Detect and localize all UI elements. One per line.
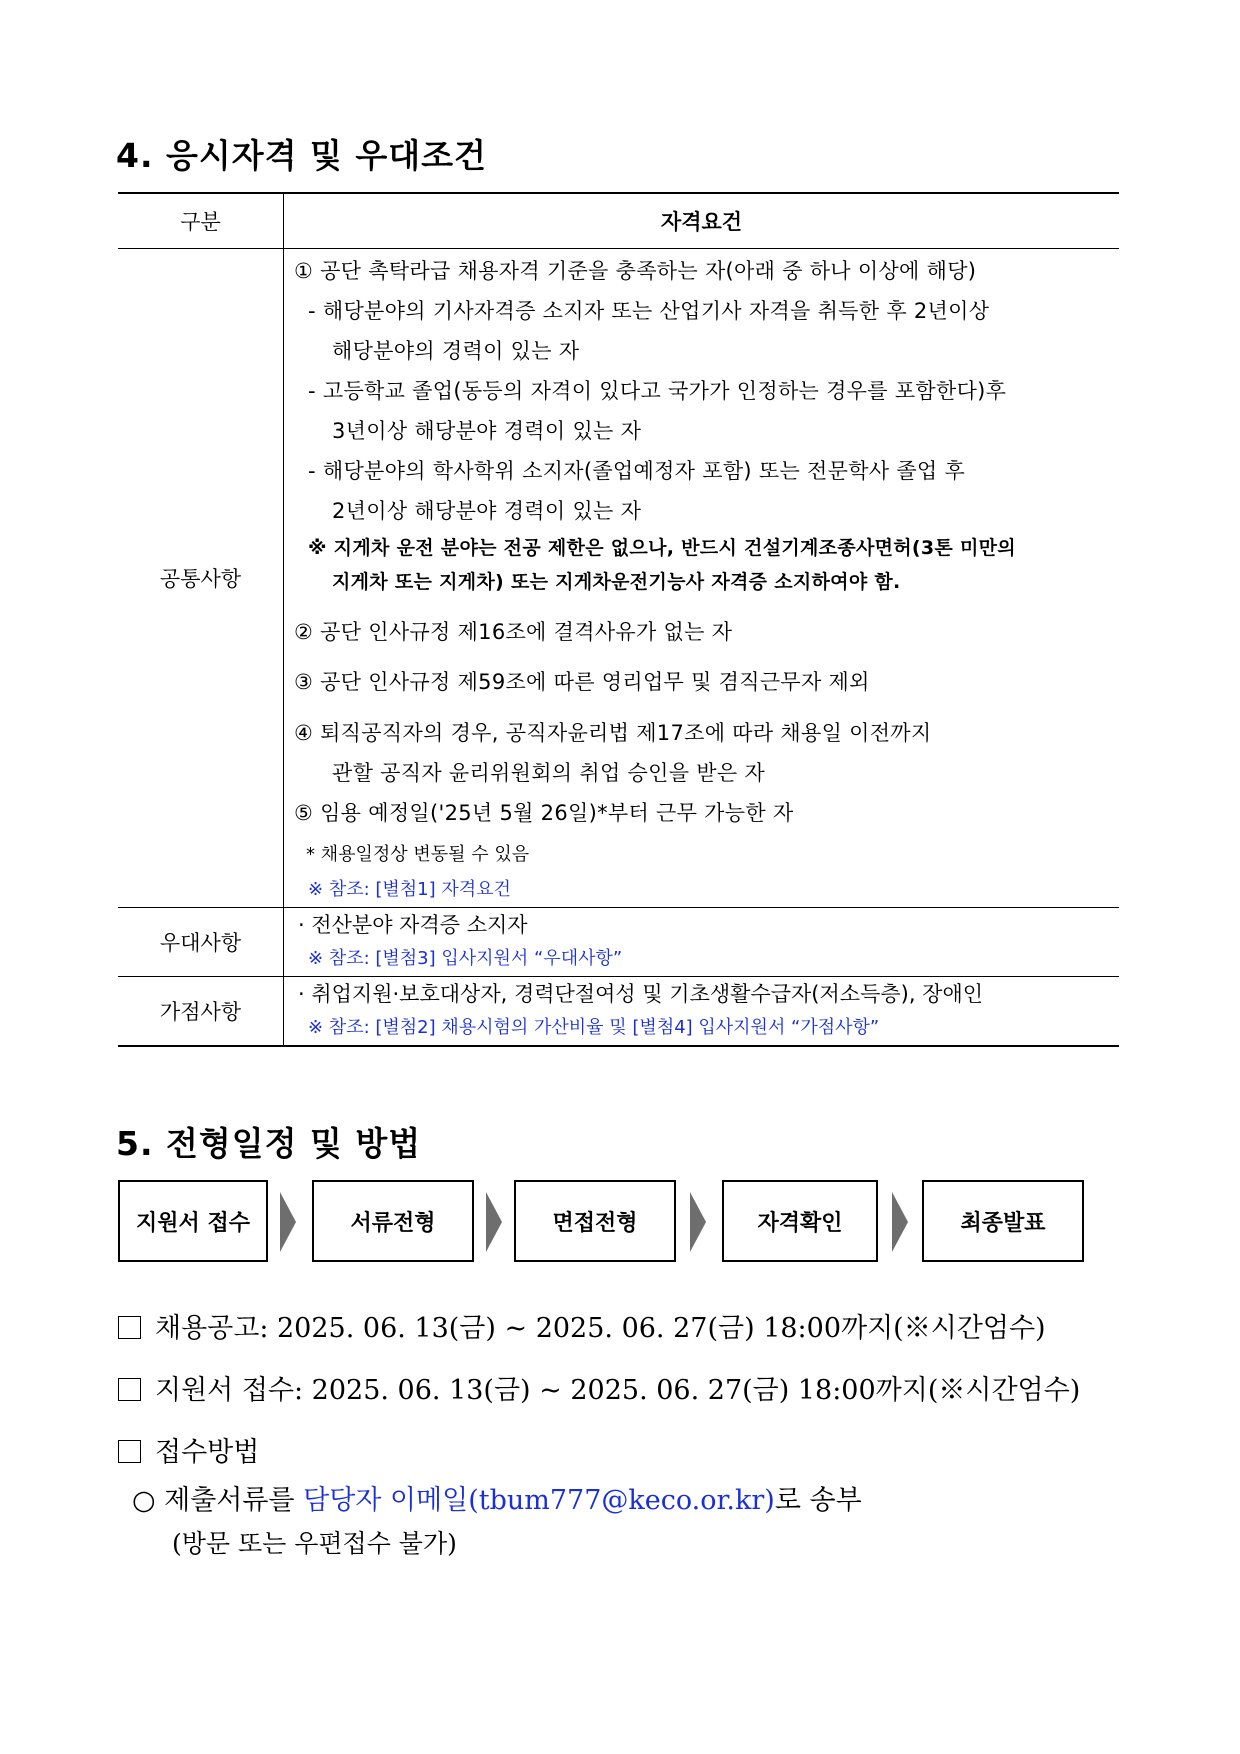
section-5-title: 5. 전형일정 및 방법 bbox=[116, 1124, 422, 1163]
reference-attachment-2-4: ※ 참조: [별첨2] 채용시험의 가산비율 및 [별첨4] 입사지원서 “가점사항” bbox=[308, 1017, 880, 1038]
label-bonus: 가점사항 bbox=[118, 977, 284, 1047]
header-category: 구분 bbox=[118, 193, 284, 249]
method-suffix: 로 송부 bbox=[774, 1485, 862, 1516]
common-requirements bbox=[284, 249, 1120, 908]
reference-attachment-1: ※ 참조: [별첨1] 자격요건 bbox=[308, 879, 511, 900]
preference-item: · 전산분야 자격증 소지자 bbox=[298, 913, 528, 937]
arrow-right-icon bbox=[484, 1192, 504, 1252]
req-line-2: - 해당분야의 기사자격증 소지자 또는 산업기사 자격을 취득한 후 2년이상 bbox=[308, 299, 990, 323]
contact-email[interactable]: 담당자 이메일(tbum777@keco.or.kr) bbox=[303, 1485, 775, 1516]
req-line-5: 3년이상 해당분야 경력이 있는 자 bbox=[332, 419, 642, 443]
arrow-right-icon bbox=[688, 1192, 708, 1252]
checkbox-square-icon bbox=[118, 1316, 141, 1339]
step-interview: 면접전형 bbox=[514, 1180, 676, 1262]
table-row-bonus bbox=[118, 977, 1119, 1047]
notice-period-text: 채용공고: 2025. 06. 13(금) ~ 2025. 06. 27(금) 18:00까지(※시간엄수) bbox=[155, 1313, 1046, 1344]
arrow-right-icon bbox=[890, 1192, 910, 1252]
step-final-announcement: 최종발표 bbox=[922, 1180, 1084, 1262]
table-row-common bbox=[118, 249, 1119, 908]
header-requirements: 자격요건 bbox=[284, 193, 1120, 249]
req-line-1: ① 공단 촉탁라급 채용자격 기준을 충족하는 자(아래 중 하나 이상에 해당) bbox=[294, 259, 977, 283]
req-line-6: - 해당분야의 학사학위 소지자(졸업예정자 포함) 또는 전문학사 졸업 후 bbox=[308, 459, 966, 483]
forklift-note-1: ※ 지게차 운전 분야는 전공 제한은 없으나, 반드시 건설기계조종사면허(3톤 미만의 bbox=[308, 537, 1016, 559]
req-line-14: ⑤ 임용 예정일('25년 5월 26일)*부터 근무 가능한 자 bbox=[294, 801, 794, 825]
label-common: 공통사항 bbox=[118, 249, 284, 908]
step-qualification-check: 자격확인 bbox=[722, 1180, 878, 1262]
checkbox-square-icon bbox=[118, 1378, 141, 1401]
schedule-note: * 채용일정상 변동될 수 있음 bbox=[306, 844, 530, 865]
process-flow bbox=[118, 1180, 1088, 1266]
bonus-content bbox=[284, 977, 1120, 1047]
req-line-4: - 고등학교 졸업(동등의 자격이 있다고 국가가 인정하는 경우를 포함한다)후 bbox=[308, 379, 1007, 403]
table-row-preference bbox=[118, 908, 1119, 977]
submission-method-detail bbox=[132, 1478, 862, 1517]
step-application: 지원서 접수 bbox=[118, 1180, 268, 1262]
arrow-right-icon bbox=[278, 1192, 298, 1252]
req-line-12: ④ 퇴직공직자의 경우, 공직자윤리법 제17조에 따라 채용일 이전까지 bbox=[294, 721, 932, 745]
req-line-7: 2년이상 해당분야 경력이 있는 자 bbox=[332, 499, 642, 523]
req-line-11: ③ 공단 인사규정 제59조에 따른 영리업무 및 겸직근무자 제외 bbox=[294, 670, 870, 694]
application-period bbox=[118, 1368, 1080, 1407]
step-document-screening: 서류전형 bbox=[312, 1180, 474, 1262]
section-4-title: 4. 응시자격 및 우대조건 bbox=[116, 136, 487, 175]
preference-content bbox=[284, 908, 1120, 977]
table-header-row bbox=[118, 193, 1119, 249]
req-line-10: ② 공단 인사규정 제16조에 결격사유가 없는 자 bbox=[294, 620, 733, 644]
req-line-3: 해당분야의 경력이 있는 자 bbox=[332, 339, 580, 363]
notice-period bbox=[118, 1306, 1046, 1345]
req-line-13: 관할 공직자 윤리위원회의 취업 승인을 받은 자 bbox=[332, 761, 765, 785]
submission-method-title bbox=[118, 1430, 259, 1469]
reference-attachment-3: ※ 참조: [별첨3] 입사지원서 “우대사항” bbox=[308, 948, 623, 969]
forklift-note-2: 지게차 또는 지게차) 또는 지게차운전기능사 자격증 소지하여야 함. bbox=[332, 571, 901, 593]
qualification-table bbox=[118, 192, 1119, 1047]
bonus-item: · 취업지원·보호대상자, 경력단절여성 및 기초생활수급자(저소득층), 장애인 bbox=[298, 982, 984, 1006]
application-period-text: 지원서 접수: 2025. 06. 13(금) ~ 2025. 06. 27(금) 18:00까지(※시간엄수) bbox=[155, 1375, 1081, 1406]
submission-method-label: 접수방법 bbox=[155, 1437, 260, 1468]
method-prefix: ○ 제출서류를 bbox=[132, 1485, 304, 1516]
label-preference: 우대사항 bbox=[118, 908, 284, 977]
checkbox-square-icon bbox=[118, 1440, 141, 1463]
submission-note: (방문 또는 우편접수 불가) bbox=[172, 1529, 457, 1558]
